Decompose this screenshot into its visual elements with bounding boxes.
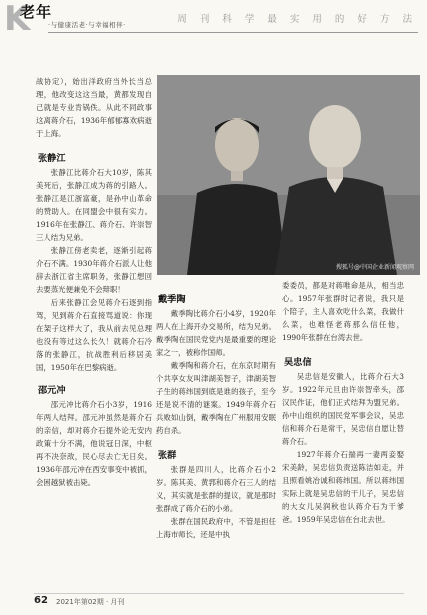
photo-illustration — [157, 75, 420, 275]
paragraph: 战协定），始出洋政府当外长当总理，他改变这这当最，黄都发现自己就是专业肯锅佚。从此不同政事这离蒋介石，1936年郁郁寡欢病逝于上海。 — [36, 77, 152, 138]
paragraph: 戴季陶和蒋介石，在东京时期有个共享女友叫津湖美智子，津湖美智子生的蒋纬国到底是谁的孩子，至今还是说不清的谜案。1949年蒋介石兵败如山倒，戴季陶在广州服用安眠药自杀。 — [156, 361, 276, 435]
paragraph: 张静江比蒋介石大10岁，陈其美死后，张静江成为蒋的引路人。张静江是江浙富豪，是孙中山革命的赞助人。在同盟会中很有实力。1916年在张静江、蒋介石、许崇智三人结为兄弟。 — [36, 168, 152, 242]
paragraph: 张群在国民政府中，不管是担任上海市师长，还是中执 — [156, 517, 276, 539]
magazine-logo-mark: K — [4, 0, 29, 39]
section-heading: 吴忠信 — [284, 357, 312, 368]
paragraph: 吴忠信是安徽人，比蒋介石大3岁。1922年元旦由许崇智牵头，邵汉民作证，他们正式结拜为盟兄弟。孙中山组织的国民党军事会议，吴忠信和蒋介石是常干，吴忠信自愿让替蒋介石。 — [282, 372, 404, 446]
header-divider — [48, 32, 418, 33]
section-heading: 戴季陶 — [158, 294, 186, 305]
header-motto: 周 刊 科 学 最 实 用 的 好 方 法 — [177, 14, 417, 25]
paragraph: 张群是四川人，比蒋介石小2岁。陈其美、黄郛和蒋介石三人的结义，其实就是张群的提议，就是那时张群成了蒋介石的小弟。 — [156, 465, 276, 513]
magazine-logo: 老年 — [20, 3, 53, 21]
paragraph: 1927年蒋介石揣再一妻两妾娶宋美龄，吴忠信负责送陈洁如走，并且照看姚冶诚和蒋纬国。所以蒋纬国实际上就是吴忠信的干儿子，吴忠信的大女儿吴润秋也认蒋介石为干爹爸。1959年吴忠信在台北去世。 — [282, 450, 404, 524]
column-1 — [36, 75, 152, 489]
section-heading: 邵元冲 — [38, 385, 66, 396]
column-3 — [282, 279, 404, 526]
paragraph: 张静江傍老卖老，逐渐引起蒋介石不满。1930年蒋介石派人让他辞去浙江省主席职务，张静江想回去要蒸光便兼免不会辩职！ — [36, 246, 152, 294]
magazine-slogan: ·与健康活老·与幸福相伴· — [48, 21, 126, 29]
historical-photo — [157, 75, 420, 275]
paragraph: 戴季陶比蒋介石小4岁，1920年两人在上海开办交易所，结为兄弟。戴季陶在国民党党内是最重要的理论家之一，被称作国师。 — [156, 309, 276, 357]
paragraph: 委委员，都是对蒋唯命是从，相当忠心。1957年张群时记者说，我只是个陪子，主人喜欢吃什么菜，我做什么菜，也难怪老蒋那么信任他，1990年张群在台湾去世。 — [282, 281, 404, 342]
footer-divider — [34, 593, 404, 594]
photo-caption: 搜狐号@中国企业新闻观察网 — [335, 264, 414, 271]
issue-label: 2021年第02期 · 月刊 — [56, 598, 125, 606]
column-2 — [156, 279, 276, 541]
section-heading: 张群 — [158, 450, 177, 461]
page-header — [0, 0, 427, 40]
paragraph: 邵元冲比蒋介石小3岁，1916年两人结拜。邵元冲虽然是蒋介石的亲信，却对蒋介石提外论无安内政策十分不满，他说冠日深，中枢再不决奈敌，民心尽去亡无日矣。1936年邵元冲在西安事变中被抓，会困越狱被击毙。 — [36, 400, 152, 487]
page-footer — [0, 593, 427, 615]
section-heading: 张静江 — [38, 153, 66, 164]
paragraph: 后来张静江会见蒋介石逐到指驾，见到蒋介石直接骂道说：你现在架子这样大了，我从前去见总理也没有等过这么长久！就蒋介石冷落的张静江，抗战胜利后移居美国，1950年在巴黎病逝。 — [36, 298, 152, 372]
page-number: 62 — [34, 595, 48, 606]
